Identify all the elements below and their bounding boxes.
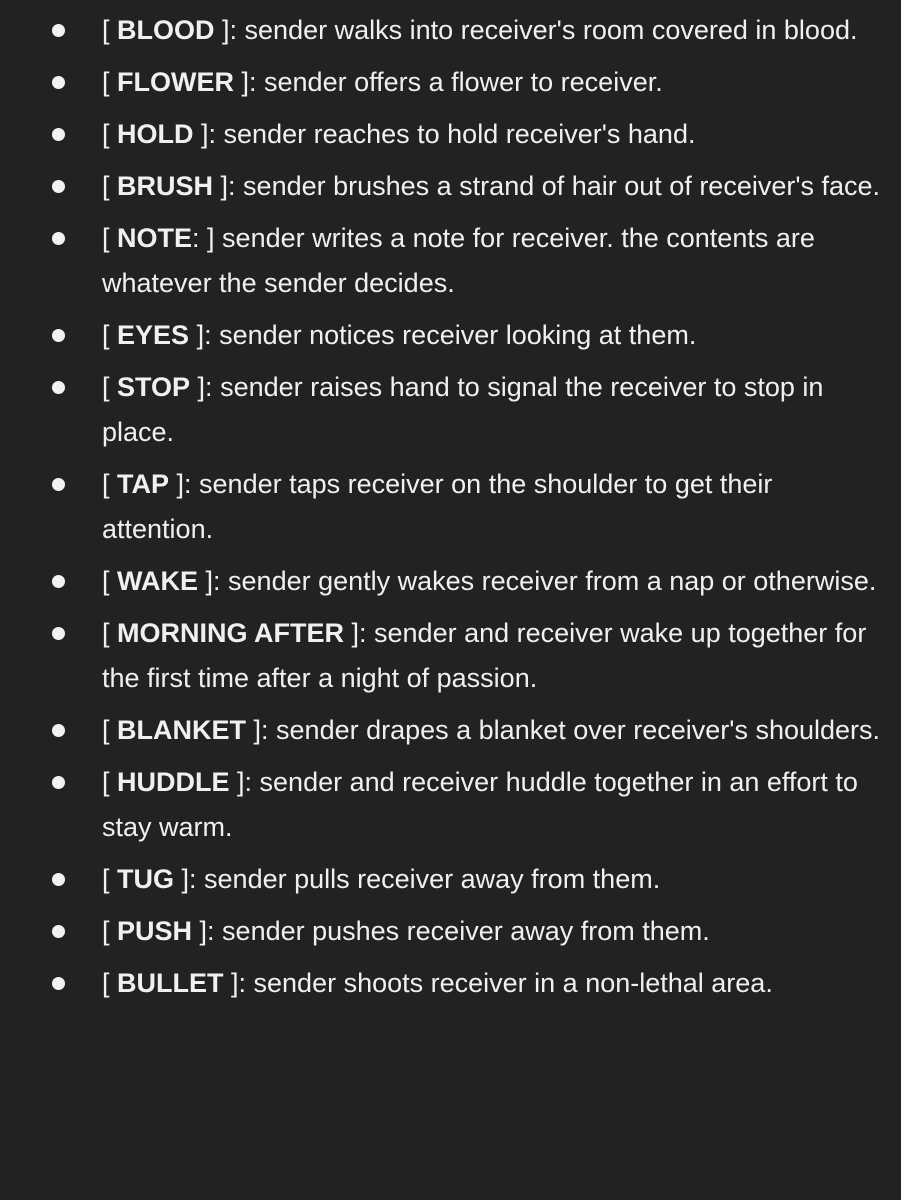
bullet-icon bbox=[52, 76, 65, 89]
keyword-close: ]: bbox=[246, 715, 269, 745]
item-description: sender notices receiver looking at them. bbox=[211, 320, 697, 350]
keyword-close: ]: bbox=[229, 767, 253, 797]
prompt-list bbox=[0, 8, 901, 1013]
keyword-close: ]: bbox=[344, 618, 367, 648]
keyword: MORNING AFTER bbox=[117, 618, 344, 648]
list-item: [ HOLD ]: sender reaches to hold receiver's hand. bbox=[0, 112, 901, 157]
list-item: [ NOTE: ] sender writes a note for receiver. the contents are whatever the sender decides. bbox=[0, 216, 901, 306]
item-description: sender writes a note for receiver. the contents are whatever the sender decides. bbox=[102, 223, 815, 298]
list-item: [ BRUSH ]: sender brushes a strand of hair out of receiver's face. bbox=[0, 164, 901, 209]
list-item: [ TUG ]: sender pulls receiver away from them. bbox=[0, 857, 901, 902]
keyword: TAP bbox=[117, 469, 170, 499]
keyword: HUDDLE bbox=[117, 767, 230, 797]
keyword-close: ]: bbox=[234, 67, 257, 97]
item-description: sender gently wakes receiver from a nap or otherwise. bbox=[220, 566, 877, 596]
item-description: sender taps receiver on the shoulder to get their attention. bbox=[102, 469, 773, 544]
list-item: [ BLOOD ]: sender walks into receiver's room covered in blood. bbox=[0, 8, 901, 53]
bullet-icon bbox=[52, 381, 65, 394]
item-description: sender brushes a strand of hair out of receiver's face. bbox=[235, 171, 881, 201]
item-description: sender drapes a blanket over receiver's shoulders. bbox=[268, 715, 881, 745]
keyword: PUSH bbox=[117, 916, 193, 946]
item-description: sender walks into receiver's room covered in blood. bbox=[237, 15, 858, 45]
keyword: FLOWER bbox=[117, 67, 234, 97]
bullet-icon bbox=[52, 478, 65, 491]
item-description: sender raises hand to signal the receiver to stop in place. bbox=[102, 372, 824, 447]
keyword: EYES bbox=[117, 320, 190, 350]
keyword-close: : ] bbox=[192, 223, 215, 253]
keyword: BLOOD bbox=[117, 15, 215, 45]
keyword-close: ]: bbox=[174, 864, 197, 894]
item-description: sender pushes receiver away from them. bbox=[214, 916, 710, 946]
bullet-icon bbox=[52, 724, 65, 737]
item-description: sender and receiver wake up together for the first time after a night of passion. bbox=[102, 618, 867, 693]
bullet-icon bbox=[52, 232, 65, 245]
list-item: [ WAKE ]: sender gently wakes receiver from a nap or otherwise. bbox=[0, 559, 901, 604]
keyword: STOP bbox=[117, 372, 191, 402]
bullet-icon bbox=[52, 925, 65, 938]
list-item: [ MORNING AFTER ]: sender and receiver wake up together for the first time after a night of passion. bbox=[0, 611, 901, 701]
item-description: sender offers a flower to receiver. bbox=[256, 67, 663, 97]
bullet-icon bbox=[52, 977, 65, 990]
keyword-close: ]: bbox=[214, 15, 238, 45]
keyword-close: ]: bbox=[193, 119, 217, 149]
keyword-close: ]: bbox=[223, 968, 247, 998]
list-item: [ BLANKET ]: sender drapes a blanket over receiver's shoulders. bbox=[0, 708, 901, 753]
item-description: sender shoots receiver in a non-lethal area. bbox=[246, 968, 773, 998]
keyword: BRUSH bbox=[117, 171, 214, 201]
item-description: sender pulls receiver away from them. bbox=[196, 864, 661, 894]
list-item: [ BULLET ]: sender shoots receiver in a non-lethal area. bbox=[0, 961, 901, 1006]
list-item: [ FLOWER ]: sender offers a flower to receiver. bbox=[0, 60, 901, 105]
list-item: [ EYES ]: sender notices receiver looking at them. bbox=[0, 313, 901, 358]
keyword-close: ]: bbox=[169, 469, 192, 499]
bullet-icon bbox=[52, 873, 65, 886]
keyword-close: ]: bbox=[192, 916, 215, 946]
bullet-icon bbox=[52, 627, 65, 640]
keyword-close: ]: bbox=[198, 566, 221, 596]
bullet-icon bbox=[52, 128, 65, 141]
keyword-close: ]: bbox=[213, 171, 236, 201]
keyword: BULLET bbox=[117, 968, 224, 998]
keyword: TUG bbox=[117, 864, 175, 894]
item-description: sender and receiver huddle together in an effort to stay warm. bbox=[102, 767, 858, 842]
list-item: [ STOP ]: sender raises hand to signal the receiver to stop in place. bbox=[0, 365, 901, 455]
keyword: HOLD bbox=[117, 119, 194, 149]
bullet-icon bbox=[52, 180, 65, 193]
list-item: [ TAP ]: sender taps receiver on the shoulder to get their attention. bbox=[0, 462, 901, 552]
bullet-icon bbox=[52, 329, 65, 342]
keyword-close: ]: bbox=[189, 320, 212, 350]
bullet-icon bbox=[52, 24, 65, 37]
bullet-icon bbox=[52, 776, 65, 789]
keyword-close: ]: bbox=[190, 372, 213, 402]
keyword: NOTE bbox=[117, 223, 193, 253]
list-item: [ HUDDLE ]: sender and receiver huddle together in an effort to stay warm. bbox=[0, 760, 901, 850]
item-description: sender reaches to hold receiver's hand. bbox=[216, 119, 696, 149]
bullet-icon bbox=[52, 575, 65, 588]
list-item: [ PUSH ]: sender pushes receiver away from them. bbox=[0, 909, 901, 954]
keyword: WAKE bbox=[117, 566, 199, 596]
keyword: BLANKET bbox=[117, 715, 247, 745]
